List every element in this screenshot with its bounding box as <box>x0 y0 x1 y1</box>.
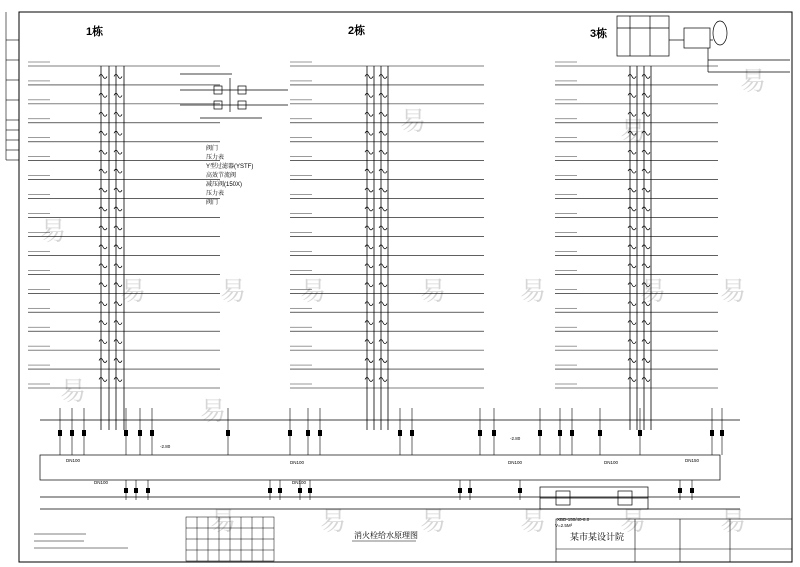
hydrant-symbol <box>379 150 387 154</box>
hydrant-symbol <box>99 93 107 97</box>
hydrant-symbol <box>114 93 122 97</box>
hydrant-symbol <box>99 340 107 344</box>
hydrant-symbol <box>628 302 636 306</box>
valve-mark <box>720 430 724 436</box>
hydrant-symbol <box>114 264 122 268</box>
valve-mark <box>570 430 574 436</box>
hydrant-symbol <box>114 207 122 211</box>
hydrant-symbol <box>114 188 122 192</box>
valve-mark <box>308 488 312 493</box>
hydrant-symbol <box>99 131 107 135</box>
hydrant-symbol <box>642 188 650 192</box>
valve-mark <box>124 488 128 493</box>
building-2-floors <box>290 62 484 430</box>
valve-mark <box>678 488 682 493</box>
hydrant-symbol <box>99 264 107 268</box>
level-label-1: -2.80 <box>160 444 171 449</box>
building-label-2: 2栋 <box>348 25 366 37</box>
hydrant-symbol <box>628 340 636 344</box>
hydrant-symbol <box>628 321 636 325</box>
watermark-glyph: 易 <box>620 117 647 147</box>
hydrant-symbol <box>379 245 387 249</box>
hydrant-symbol <box>379 302 387 306</box>
watermark-glyph: 易 <box>520 277 547 307</box>
hydrant-symbol <box>628 74 636 78</box>
hydrant-symbol <box>379 169 387 173</box>
main-pipe-label-4: DN100 <box>604 460 619 465</box>
annotation-line-3: Y型过滤器(YSTF) <box>206 164 254 170</box>
valve-mark <box>598 430 602 436</box>
hydrant-symbol <box>365 150 373 154</box>
roof-tank-assembly <box>617 16 790 72</box>
watermark-glyph: 易 <box>40 217 67 247</box>
hydrant-symbol <box>99 321 107 325</box>
hydrant-symbol <box>114 169 122 173</box>
drawing-title: 消火栓给水原理图 <box>354 531 418 540</box>
valve-mark <box>134 488 138 493</box>
hydrant-symbol <box>642 264 650 268</box>
hydrant-symbol <box>365 377 373 381</box>
valve-mark <box>468 488 472 493</box>
annotation-line-6: 压力表 <box>206 191 225 197</box>
pump-set <box>540 487 648 509</box>
hydrant-symbol <box>379 93 387 97</box>
valve-mark <box>638 430 642 436</box>
valve-mark <box>146 488 150 493</box>
hydrant-symbol <box>99 188 107 192</box>
hydrant-symbol <box>628 207 636 211</box>
hydrant-symbol <box>379 112 387 116</box>
institute-name: 某市某设计院 <box>570 532 625 542</box>
hydrant-symbol <box>628 359 636 363</box>
annotation-line-1: 阀门 <box>206 146 219 152</box>
hydrant-symbol <box>628 264 636 268</box>
watermark-glyph: 易 <box>640 277 667 307</box>
notes-block <box>34 534 128 548</box>
hydrant-symbol <box>628 377 636 381</box>
watermark-layer <box>40 67 766 537</box>
hydrant-symbol <box>628 150 636 154</box>
watermark-glyph: 易 <box>320 507 347 537</box>
valve-mark <box>298 488 302 493</box>
hydrant-symbol <box>365 359 373 363</box>
hydrant-symbol <box>99 169 107 173</box>
binding-strip <box>6 12 19 160</box>
annotation-line-5: 减压阀(150X) <box>206 182 243 188</box>
hydrant-symbol <box>628 283 636 287</box>
hydrant-symbol <box>628 245 636 249</box>
hydrant-symbol <box>365 340 373 344</box>
hydrant-symbol <box>379 131 387 135</box>
main-pipe-label-2: DN100 <box>290 460 305 465</box>
equipment-table <box>186 517 274 561</box>
pressure-reducing-assembly <box>180 74 288 118</box>
hydrant-symbol <box>379 283 387 287</box>
hydrant-symbol <box>628 226 636 230</box>
hydrant-symbol <box>379 377 387 381</box>
watermark-glyph: 易 <box>520 507 547 537</box>
valve-mark <box>288 430 292 436</box>
watermark-glyph: 易 <box>720 507 747 537</box>
hydrant-symbol <box>379 264 387 268</box>
tank-label: V=2.5M³ <box>555 523 573 528</box>
hydrant-symbol <box>628 93 636 97</box>
hydrant-symbol <box>365 283 373 287</box>
annotation-line-2: 压力表 <box>206 155 225 161</box>
hydrant-symbol <box>365 264 373 268</box>
hydrant-symbol <box>365 321 373 325</box>
hydrant-symbol <box>99 283 107 287</box>
hydrant-symbol <box>365 112 373 116</box>
valve-mark <box>124 430 128 436</box>
hydrant-symbol <box>99 302 107 306</box>
watermark-glyph: 易 <box>220 277 247 307</box>
valve-mark <box>458 488 462 493</box>
main-pipe-label-1: DN100 <box>66 458 81 463</box>
hydrant-symbol <box>628 188 636 192</box>
hydrant-symbol <box>365 93 373 97</box>
building-label-1: 1栋 <box>86 26 104 38</box>
hydrant-symbol <box>365 188 373 192</box>
hydrant-symbol <box>114 377 122 381</box>
hydrant-symbol <box>114 245 122 249</box>
hydrant-symbol <box>365 131 373 135</box>
hydrant-symbol <box>365 302 373 306</box>
hydrant-symbol <box>379 188 387 192</box>
hydrant-symbol <box>628 169 636 173</box>
hydrant-symbol <box>379 74 387 78</box>
hydrant-symbol <box>642 226 650 230</box>
hydrant-symbol <box>365 169 373 173</box>
hydrant-symbol <box>114 321 122 325</box>
hydrant-symbol <box>642 207 650 211</box>
valve-mark <box>518 488 522 493</box>
watermark-glyph: 易 <box>420 507 447 537</box>
hydrant-symbol <box>114 359 122 363</box>
hydrant-symbol <box>99 359 107 363</box>
hydrant-symbol <box>114 112 122 116</box>
watermark-glyph: 易 <box>300 277 327 307</box>
hydrant-symbol <box>628 112 636 116</box>
main-pipe-label-3: DN100 <box>508 460 523 465</box>
watermark-glyph: 易 <box>200 397 227 427</box>
valve-mark <box>710 430 714 436</box>
hydrant-symbol <box>379 359 387 363</box>
annotation-line-4: 高效节流阀 <box>206 173 237 179</box>
annotation-line-7: 阀门 <box>206 200 219 206</box>
valve-annotation-list <box>206 144 253 206</box>
watermark-glyph: 易 <box>620 507 647 537</box>
hydrant-symbol <box>99 112 107 116</box>
hydrant-symbol <box>642 93 650 97</box>
hydrant-symbol <box>642 245 650 249</box>
valve-mark <box>690 488 694 493</box>
building-label-3: 3栋 <box>590 28 608 40</box>
valve-mark <box>306 430 310 436</box>
valve-mark <box>318 430 322 436</box>
valve-mark <box>538 430 542 436</box>
hydrant-symbol <box>99 74 107 78</box>
watermark-glyph: 易 <box>720 277 747 307</box>
hydrant-symbol <box>99 207 107 211</box>
watermark-glyph: 易 <box>400 107 427 137</box>
hydrant-symbol <box>99 150 107 154</box>
watermark-glyph: 易 <box>120 277 147 307</box>
lower-pipe-label-2: DN100 <box>292 480 307 485</box>
hydrant-symbol <box>642 359 650 363</box>
hydrant-symbol <box>365 245 373 249</box>
valve-mark <box>150 430 154 436</box>
hydrant-symbol <box>642 74 650 78</box>
valve-mark <box>398 430 402 436</box>
hydrant-symbol <box>114 74 122 78</box>
hydrant-symbol <box>365 207 373 211</box>
hydrant-symbol <box>99 245 107 249</box>
valve-mark <box>278 488 282 493</box>
valve-mark <box>558 430 562 436</box>
hydrant-symbol <box>642 321 650 325</box>
hydrant-symbol <box>642 150 650 154</box>
hydrant-symbol <box>379 340 387 344</box>
valve-mark <box>268 488 272 493</box>
hydrant-symbol <box>114 340 122 344</box>
valve-mark <box>58 430 62 436</box>
valve-mark <box>82 430 86 436</box>
hydrant-symbol <box>365 226 373 230</box>
hydrant-symbol <box>642 112 650 116</box>
level-label-2: -2.80 <box>510 436 521 441</box>
hydrant-symbol <box>379 207 387 211</box>
watermark-glyph: 易 <box>60 377 87 407</box>
lower-pipe-label-1: DN100 <box>94 480 109 485</box>
watermark-glyph: 易 <box>420 277 447 307</box>
watermark-glyph: 易 <box>210 507 237 537</box>
hydrant-symbol <box>642 169 650 173</box>
watermark-glyph: 易 <box>740 67 767 97</box>
valve-mark <box>226 430 230 436</box>
hydrant-symbol <box>379 226 387 230</box>
valve-mark <box>410 430 414 436</box>
hydrant-symbol <box>379 321 387 325</box>
valve-mark <box>478 430 482 436</box>
hydrant-symbol <box>114 226 122 230</box>
hydrant-symbol <box>99 377 107 381</box>
pump-label: XBD-150/40-8.0 <box>557 517 590 522</box>
hydrant-symbol <box>365 74 373 78</box>
valve-mark <box>492 430 496 436</box>
valve-mark <box>70 430 74 436</box>
valve-mark <box>138 430 142 436</box>
manifold-valves <box>58 408 724 500</box>
hydrant-symbol <box>642 340 650 344</box>
hydrant-symbol <box>114 131 122 135</box>
connector-label: DN150 <box>685 458 700 463</box>
hydrant-symbol <box>642 377 650 381</box>
hydrant-symbol <box>99 226 107 230</box>
ground-manifold <box>40 420 740 509</box>
hydrant-symbol <box>114 150 122 154</box>
